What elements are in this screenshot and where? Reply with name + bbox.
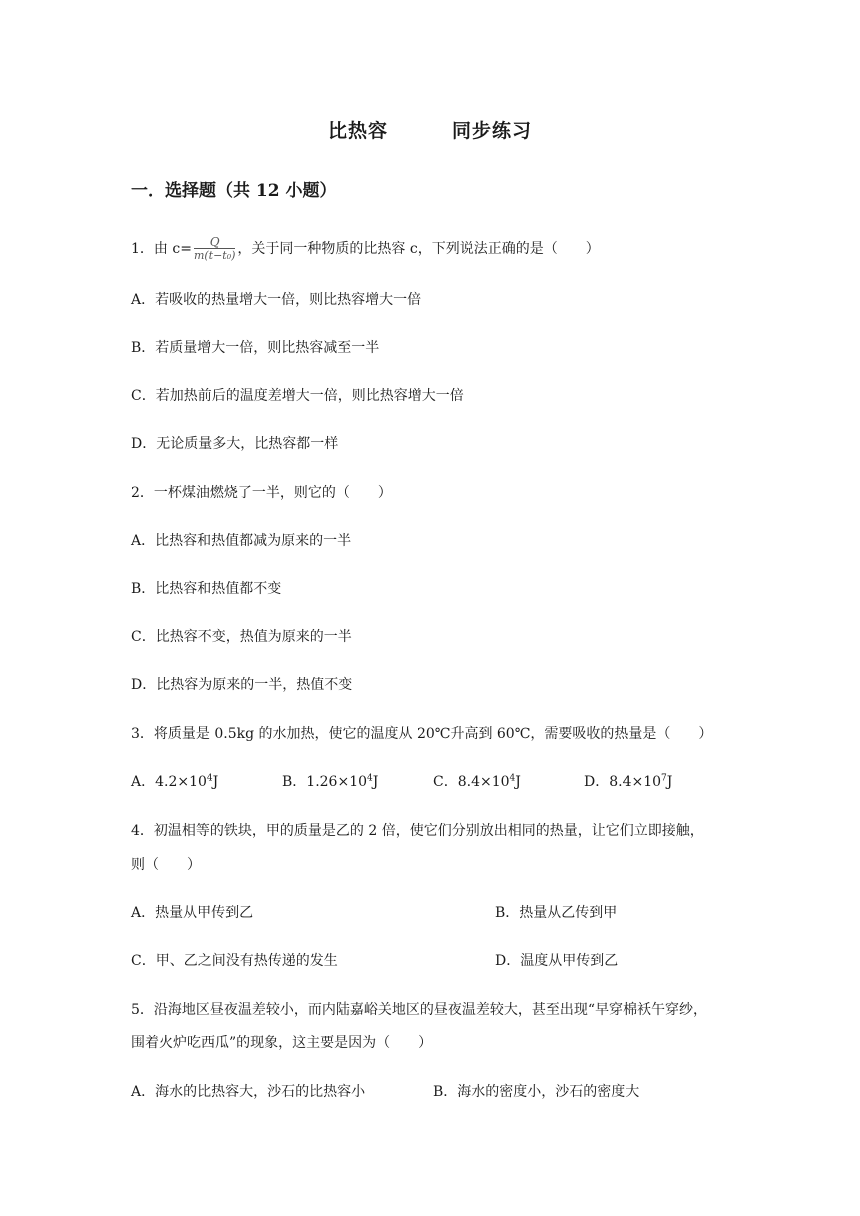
q3-option-b: B．$1.26\times 10^4J$	[282, 773, 379, 790]
q2-option-c: C．比热容不变，热值为原来的一半	[131, 629, 352, 645]
q4-option-a: A．热量从甲传到乙	[131, 905, 254, 921]
q1-option-d: D．无论质量多大，比热容都一样	[131, 436, 339, 452]
q5-option-a: A．海水的比热容大，沙石的比热容小	[131, 1084, 366, 1100]
q1-option-c: C．若加热前后的温度差增大一倍，则比热容增大一倍	[131, 388, 464, 404]
question-4-line2: 则（ ）	[131, 857, 201, 873]
q3-option-d: D．$8.4\times 10^7J$	[584, 773, 673, 790]
title-part1: 比热容	[327, 120, 388, 142]
q4-option-c: C．甲、乙之间没有热传递的发生	[131, 953, 338, 969]
q3-option-a: A．$4.2\times 10^4J$	[131, 773, 219, 790]
formula	[194, 236, 235, 262]
question-1	[131, 236, 600, 262]
question-2: 2．一杯煤油燃烧了一半，则它的（ ）	[131, 485, 392, 501]
question-3: 3．将质量是 0.5kg 的水加热，使它的温度从 20℃升高到 60℃，需要吸收的热量是（ ）	[131, 726, 713, 742]
question-4-line1: 4．初温相等的铁块，甲的质量是乙的 2 倍，使它们分别放出相同的热量，让它们立即接触，	[131, 823, 704, 839]
formula-denominator: m(t−t₀)	[193, 249, 236, 262]
question-5-line1: 5．沿海地区昼夜温差较小，而内陆嘉峪关地区的昼夜温差较大，甚至出现“早穿棉袄午穿纱，	[131, 1002, 708, 1018]
q1-suffix: ，关于同一种物质的比热容 c，下列说法正确的是（ ）	[237, 241, 600, 257]
q4-option-b: B．热量从乙传到甲	[495, 905, 618, 921]
formula-numerator: Q	[194, 236, 235, 249]
section-heading: 一．选择题（共 12 小题）	[131, 181, 337, 201]
q5-option-b: B．海水的密度小，沙石的密度大	[433, 1084, 640, 1100]
q2-option-a: A．比热容和热值都减为原来的一半	[131, 533, 352, 549]
q1-option-a: A．若吸收的热量增大一倍，则比热容增大一倍	[131, 292, 422, 308]
q3-option-c: C．$8.4\times 10^4J$	[433, 773, 521, 790]
q4-option-d: D．温度从甲传到乙	[495, 953, 619, 969]
page-title	[0, 116, 860, 143]
question-5-line2: 围着火炉吃西瓜”的现象，这主要是因为（ ）	[131, 1035, 433, 1051]
q2-option-d: D．比热容为原来的一半，热值不变	[131, 677, 353, 693]
q2-option-b: B．比热容和热值都不变	[131, 581, 282, 597]
q1-prefix: 1．由 c=	[131, 241, 192, 257]
title-part2: 同步练习	[452, 120, 533, 142]
q1-option-b: B．若质量增大一倍，则比热容减至一半	[131, 340, 380, 356]
